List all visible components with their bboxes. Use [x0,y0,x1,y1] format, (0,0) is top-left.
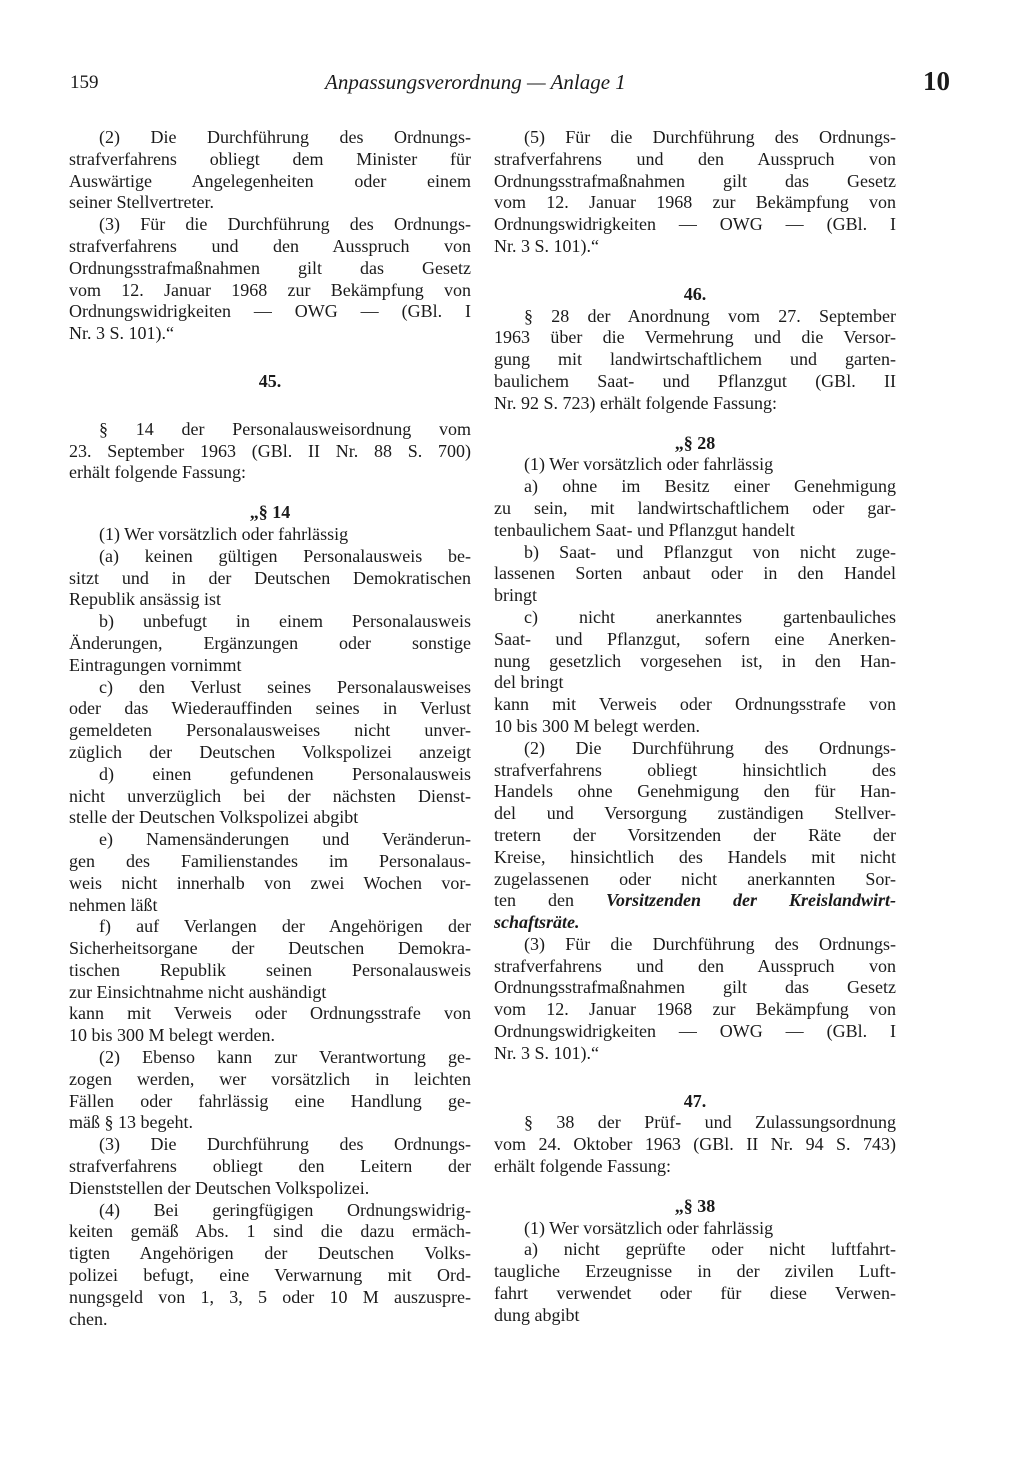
text-line: vom 12. Januar 1968 zur Bekämpfung von [494,192,896,213]
text-line: stelle der Deutschen Volkspolizei abgibt [69,807,359,828]
paragraph-heading-28: „§ 28 [674,432,716,453]
item-c [69,677,471,764]
text-line: weis nicht innerhalb von zwei Wochen vor- [69,872,471,893]
intro-47 [494,1112,896,1177]
text-line: 1963 über die Vermehrung und die Versor- [494,327,896,348]
text-line: strafverfahrens und den Ausspruch von [494,955,896,976]
text-line: Fällen oder fahrlässig eine Handlung ge- [69,1090,471,1111]
text-line: tigten Angehörigen der Deutschen Volks- [69,1243,471,1264]
text-line: vom 24. Oktober 1963 (GBl. II Nr. 94 S. 743) [494,1134,896,1155]
page-number: 159 [70,72,99,93]
text-line: (3) Für die Durchführung des Ordnungs- [99,214,471,235]
text-line: (3) Für die Durchführung des Ordnungs- [524,933,896,954]
item-a [69,546,471,611]
text-line: mäß § 13 begeht. [69,1112,193,1133]
text-line: nehmen läßt [69,894,158,915]
text-line: Nr. 3 S. 101).“ [494,1042,599,1063]
text-line: Handels ohne Genehmigung den für Han- [494,781,896,802]
text-line: (3) Die Durchführung des Ordnungs- [99,1134,471,1155]
section-number-45: 45. [258,370,282,391]
text-line: zur Einsichtnahme nicht aushändigt [69,981,327,1002]
text-line: del und Versorgung zuständigen Stellver- [494,803,896,824]
text-line: c) den Verlust seines Personalausweises [99,676,471,697]
text-line: bringt [494,585,537,606]
text-line: polizei befugt, eine Verwarnung mit Ord- [69,1265,471,1286]
text-line: 10 bis 300 M belegt werden. [69,1025,275,1046]
text-line: dung abgibt [494,1304,580,1325]
section-number-47: 47. [683,1090,707,1111]
text-line: Auswärtige Angelegenheiten oder einem [69,170,471,191]
paragraph-heading-14: „§ 14 [249,502,291,523]
text-line: (2) Die Durchführung des Ordnungs- [99,127,471,147]
text-line: lassenen Sorten anbaut oder in den Handel [494,563,896,584]
text-line: zugelassenen oder nicht anerkannten Sor- [494,868,896,889]
text-line: (5) Für die Durchführung des Ordnungs- [524,127,896,147]
item-f [69,916,471,1003]
text-line: tretern der Vorsitzenden der Räte der [494,824,896,845]
text-line: Ordnungsstrafmaßnahmen gilt das Gesetz [69,257,471,278]
left-column [69,127,471,1330]
text-line: (1) Wer vorsätzlich oder fahrlässig [99,523,349,544]
text-line: Saat- und Pflanzgut, sofern eine Anerken- [494,628,896,649]
intro-45 [69,419,471,484]
text-line: nungsgeld von 1, 3, 5 oder 10 M auszuspre- [69,1286,471,1307]
text-line: strafverfahrens und den Ausspruch von [494,148,896,169]
penalty-clause [69,1003,471,1047]
text-line: oder das Wiederauffinden seines in Verlust [69,698,471,719]
paragraph-28-2 [494,738,896,934]
right-column [494,127,896,1327]
section-number-46: 46. [683,283,707,304]
intro-46 [494,306,896,415]
paragraph-14-2 [69,1047,471,1134]
text-line: c) nicht anerkanntes gartenbauliches [524,606,896,627]
item-d [69,764,471,829]
text-run: ten den [494,890,574,911]
item-c [494,607,896,694]
text-line: (a) keinen gültigen Personalausweis be- [99,545,471,566]
text-line: Nr. 92 S. 723) erhält folgende Fassung: [494,392,777,413]
text-line: Ordnungswidrigkeiten — OWG — (GBl. I [494,214,896,235]
running-title: Anpassungsverordnung — Anlage 1 [325,70,626,94]
text-line: chen. [69,1308,108,1329]
text-line: gen des Familienstandes im Personalaus- [69,850,471,871]
text-line-mixed [494,890,896,912]
text-line: tenbaulichem Saat- und Pflanzgut handelt [494,519,795,540]
text-line: f) auf Verlangen der Angehörigen der [99,916,471,937]
text-line: a) nicht geprüfte oder nicht luftfahrt- [524,1239,896,1260]
text-line: b) Saat- und Pflanzgut von nicht zuge- [524,541,896,562]
text-line: strafverfahrens obliegt hinsichtlich des [494,759,896,780]
text-line: a) ohne im Besitz einer Genehmigung [524,476,896,497]
item-a [494,476,896,541]
text-line: erhält folgende Fassung: [69,462,246,483]
text-line: Änderungen, Ergänzungen oder sonstige [69,632,471,653]
text-line: (4) Bei geringfügigen Ordnungswidrig- [99,1199,471,1220]
text-line: Sicherheitsorgane der Deutschen Demokra- [69,938,471,959]
item-e [69,829,471,916]
text-line: gung mit landwirtschaftlichem und garten- [494,349,896,370]
item-b [494,542,896,607]
text-line: Dienststellen der Deutschen Volkspolizei. [69,1177,370,1198]
text-line: b) unbefugt in einem Personalausweis [99,611,471,632]
text-line: 23. September 1963 (GBl. II Nr. 88 S. 700) [69,440,471,461]
text-line: (2) Ebenso kann zur Verantwortung ge- [99,1047,471,1068]
text-line: seiner Stellvertreter. [69,192,214,213]
text-line: nung gesetzlich vorgesehen ist, in den Han- [494,650,896,671]
page-header [70,66,950,106]
text-line: Ordnungsstrafmaßnahmen gilt das Gesetz [494,977,896,998]
text-line: Eintragungen vornimmt [69,654,242,675]
text-line: § 14 der Personalausweisordnung vom [99,418,471,439]
paragraph-3 [69,214,471,345]
text-line: 10 bis 300 M belegt werden. [494,715,700,736]
text-line: § 38 der Prüf- und Zulassungsordnung [524,1112,896,1133]
text-line: erhält folgende Fassung: [494,1156,671,1177]
text-line: fahrt verwendet oder für diese Verwen- [494,1283,896,1304]
item-b [69,611,471,676]
paragraph-2 [69,127,471,214]
item-a [494,1239,896,1326]
emphasized-text: schaftsräte. [494,912,580,933]
text-line: Republik ansässig ist [69,589,221,610]
text-line: (1) Wer vorsätzlich oder fahrlässig [524,454,774,475]
text-line: (1) Wer vorsätzlich oder fahrlässig [524,1217,774,1238]
text-line: züglich der Deutschen Volkspolizei anzeigt [69,741,471,762]
text-line: gemeldeten Personalausweises nicht unver- [69,720,471,741]
text-line: Nr. 3 S. 101).“ [494,235,599,256]
paragraph-28-3 [494,934,896,1065]
text-line: Ordnungswidrigkeiten — OWG — (GBl. I [494,1021,896,1042]
text-line: strafverfahrens obliegt dem Minister für [69,148,471,169]
text-line: taugliche Erzeugnisse in der zivilen Luft- [494,1261,896,1282]
text-line: strafverfahrens obliegt den Leitern der [69,1156,471,1177]
emphasized-text: Vorsitzenden der Kreislandwirt- [605,890,897,911]
text-line: § 28 der Anordnung vom 27. September [524,305,896,326]
text-line: d) einen gefundenen Personalausweis [99,763,471,784]
text-line: vom 12. Januar 1968 zur Bekämpfung von [69,279,471,300]
paragraph-14-4 [69,1200,471,1331]
text-line: sitzt und in der Deutschen Demokratischen [69,567,471,588]
penalty-clause [494,694,896,738]
paragraph-5 [494,127,896,258]
paragraph-heading-38: „§ 38 [674,1195,716,1216]
text-line: baulichem Saat- und Pflanzgut (GBl. II [494,370,896,391]
chapter-number: 10 [923,66,950,96]
text-line: del bringt [494,672,564,693]
text-line: vom 12. Januar 1968 zur Bekämpfung von [494,999,896,1020]
text-line: keiten gemäß Abs. 1 sind die dazu ermäch- [69,1221,471,1242]
text-line: Ordnungsstrafmaßnahmen gilt das Gesetz [494,170,896,191]
text-line: zogen werden, wer vorsätzlich in leichten [69,1068,471,1089]
text-line: kann mit Verweis oder Ordnungsstrafe von [69,1003,471,1024]
text-line: Kreise, hinsichtlich des Handels mit nicht [494,846,896,867]
paragraph-14-3 [69,1134,471,1199]
text-line: (2) Die Durchführung des Ordnungs- [524,737,896,758]
text-line: kann mit Verweis oder Ordnungsstrafe von [494,694,896,715]
text-line: e) Namensänderungen und Veränderun- [99,829,471,850]
text-line: Nr. 3 S. 101).“ [69,323,174,344]
text-line: zu sein, mit landwirtschaftlichem oder gar- [494,497,896,518]
text-line: tischen Republik seinen Personalausweis [69,959,471,980]
text-line: strafverfahrens und den Ausspruch von [69,235,471,256]
text-line: nicht unverzüglich bei der nächsten Dienst- [69,785,471,806]
text-line: Ordnungswidrigkeiten — OWG — (GBl. I [69,301,471,322]
